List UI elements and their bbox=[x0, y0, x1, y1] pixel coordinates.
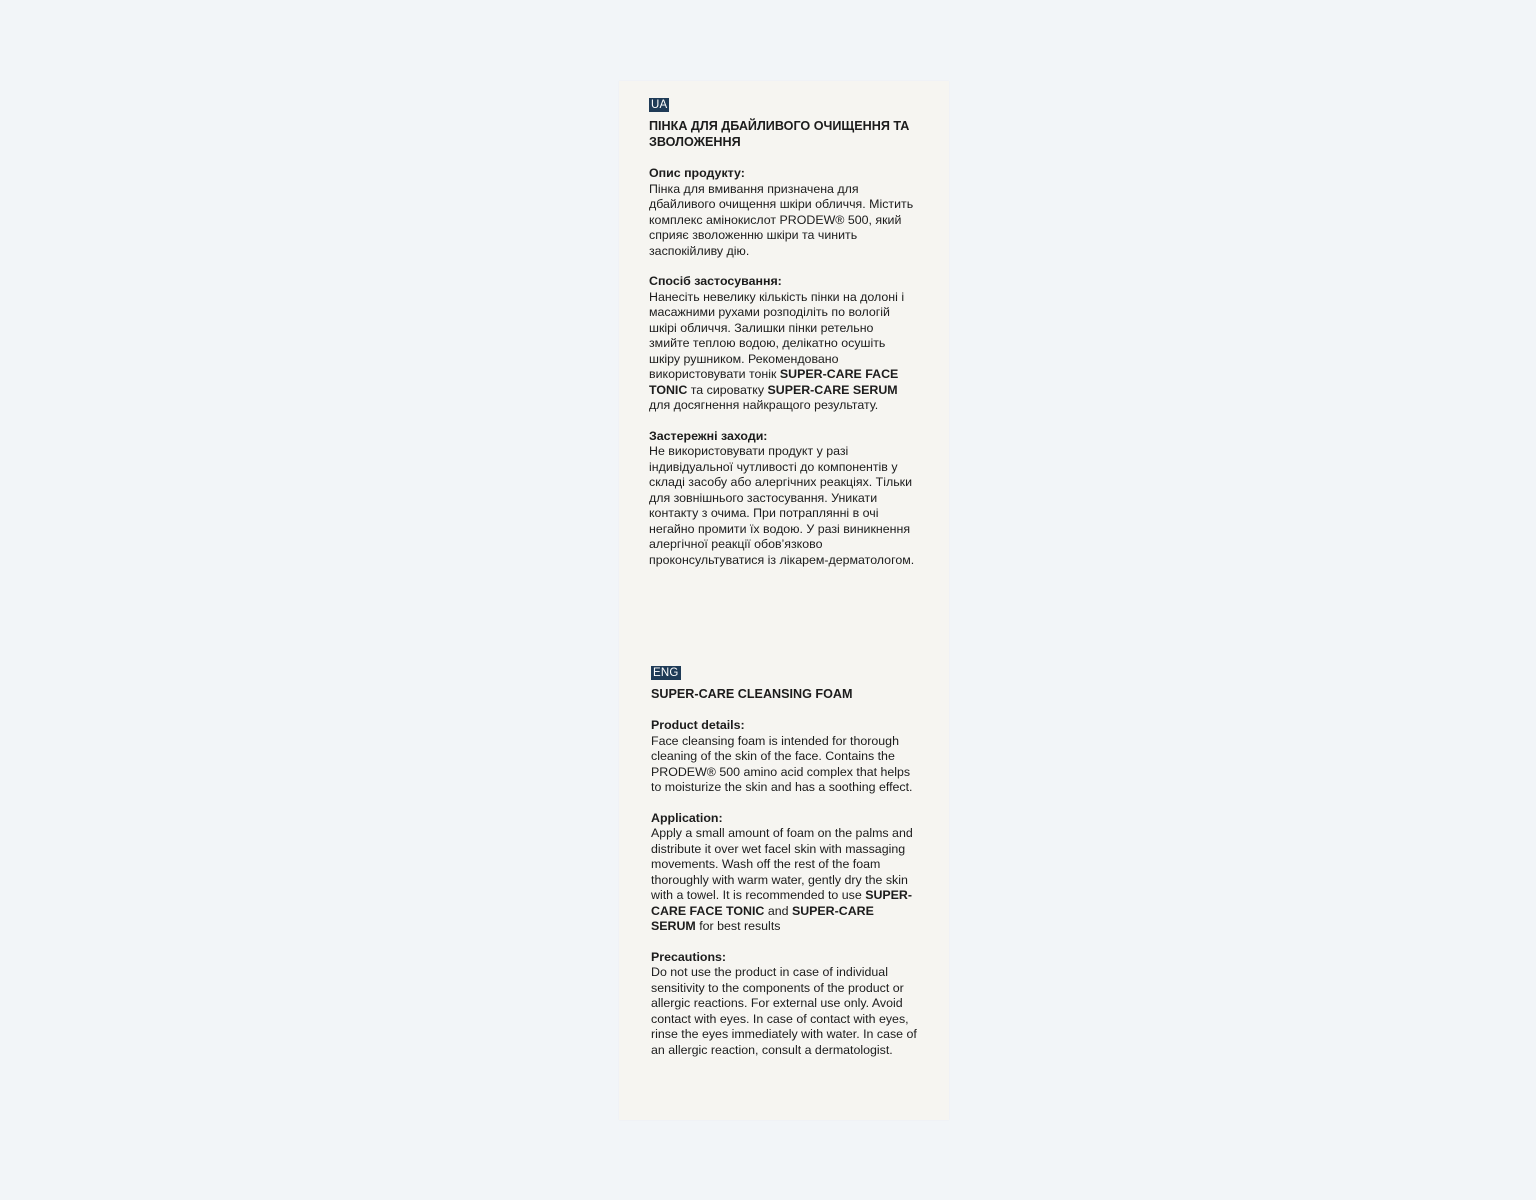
precautions-block-ua bbox=[649, 429, 917, 569]
precautions-heading-ua: Застережні заходи: bbox=[649, 428, 768, 443]
precautions-block-en bbox=[651, 950, 919, 1059]
precautions-heading-en: Precautions: bbox=[651, 949, 727, 964]
product-label-panel bbox=[619, 81, 949, 1120]
application-heading-ua: Спосіб застосування: bbox=[649, 274, 782, 288]
precautions-text-en: Do not use the product in case of individual sensitivity to the components of the product or allergic reactions. For external use only. Avoid contact with eyes. In case of contact with eyes, rinse the eyes immediately with water. In case of an allergic reaction, consult a dermatologist. bbox=[651, 965, 917, 1057]
product-title-ua: ПІНКА ДЛЯ ДБАЙЛИВОГО ОЧИЩЕННЯ ТА ЗВОЛОЖЕННЯ bbox=[649, 119, 910, 149]
application-heading-en: Application: bbox=[651, 810, 723, 825]
description-text-ua: Пінка для вмивання призначена для дбайливого очищення шкіри обличчя. Містить комплекс амінокислот PRODEW® 500, який сприяє зволоженню шкіри та чинить заспокійливу дію. bbox=[649, 181, 914, 258]
description-heading-ua: Опис продукту: bbox=[649, 166, 745, 180]
application-text-ua bbox=[649, 290, 917, 414]
application-text-part-1-en: Apply a small amount of foam on the palms and distribute it over wet facel skin with massaging movements. Wash off the rest of the foam thoroughly with warm water, gently dry the skin with a towel. It is recommended to use bbox=[651, 826, 913, 902]
precautions-text-ua: Не використовувати продукт у разі індивідуальної чутливості до компонентів у складі засобу або алергічних реакціях. Тільки для зовнішнього застосування. Уникати контакту з очима. При потраплянні в очі негайно промити їх водою. У разі виникнення алергічної реакції обов’язково проконсультуватися із лікарем-дерматологом. bbox=[649, 444, 915, 567]
details-text-en: Face cleansing foam is intended for thorough cleaning of the skin of the face. Contains the PRODEW® 500 amino acid complex that helps to moisturize the skin and has a soothing effect. bbox=[651, 733, 913, 794]
application-text-part-2-en: and bbox=[764, 903, 792, 918]
brand-serum-en: SUPER-CARE SERUM bbox=[651, 903, 874, 933]
application-text-part-2-ua: та сироватку bbox=[687, 382, 768, 397]
language-badge-en: ENG bbox=[653, 667, 679, 679]
details-block-en bbox=[651, 718, 919, 796]
application-text-part-1-ua: Нанесіть невелику кількість пінки на долоні і масажними рухами розподіліть по вологій шкірі обличчя. Залишки пінки ретельно змийте теплою водою, делікатно осушіть шкіру рушником. Рекомендовано використовувати тонік bbox=[649, 289, 905, 381]
application-text-part-3-en: for best results bbox=[695, 919, 781, 933]
product-title-en: SUPER-CARE CLEANSING FOAM bbox=[651, 687, 853, 701]
brand-serum-ua: SUPER-CARE SERUM bbox=[767, 382, 898, 397]
details-heading-en: Product details: bbox=[651, 718, 745, 732]
ukrainian-section bbox=[649, 97, 917, 583]
application-text-part-3-ua: для досягнення найкращого результату. bbox=[649, 398, 879, 412]
application-block-ua bbox=[649, 274, 917, 414]
application-block-en bbox=[651, 811, 919, 935]
brand-face-tonic-en: SUPER-CARE FACE TONIC bbox=[651, 888, 913, 918]
application-text-en bbox=[651, 826, 919, 935]
language-badge-ua: UA bbox=[651, 99, 668, 111]
brand-face-tonic-ua: SUPER-CARE FACE TONIC bbox=[649, 367, 899, 397]
english-section bbox=[651, 665, 919, 1073]
description-block-ua bbox=[649, 166, 917, 259]
